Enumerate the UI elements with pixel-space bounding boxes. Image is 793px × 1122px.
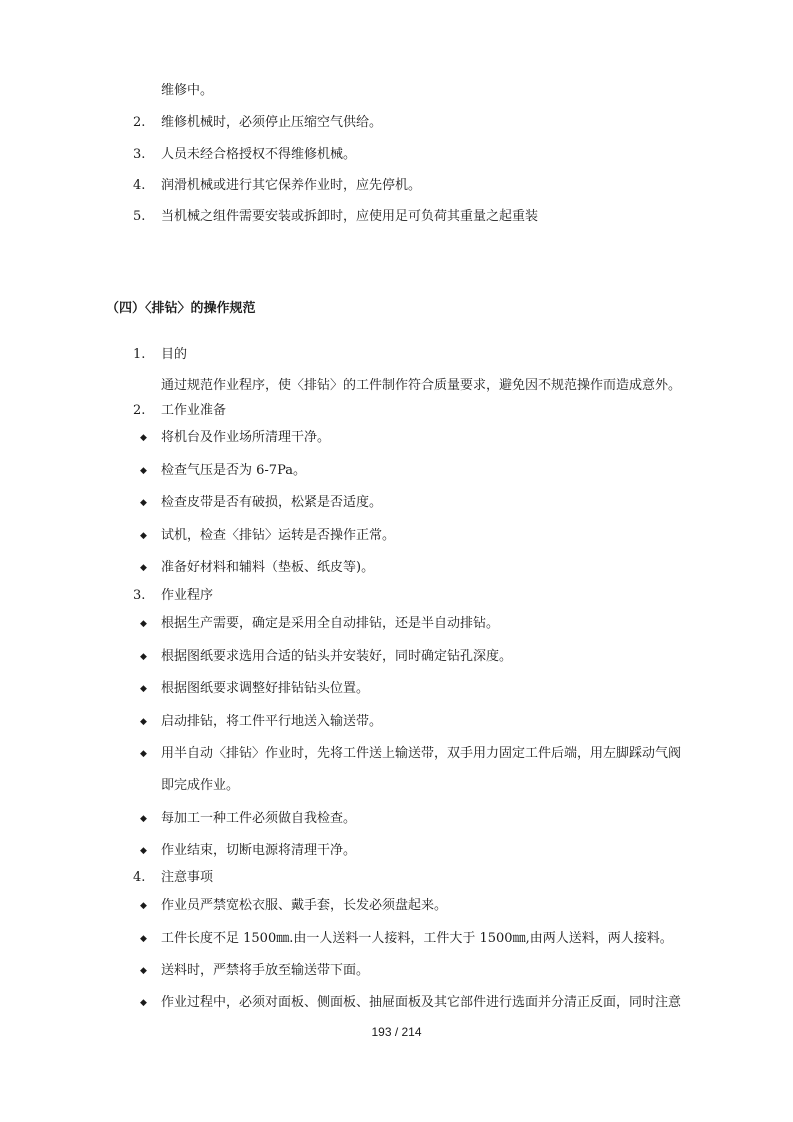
list-number: 1. <box>133 347 146 362</box>
subsection-title: 注意事项 <box>161 870 214 885</box>
diamond-bullet-icon: ◆ <box>140 498 147 508</box>
diamond-bullet-icon: ◆ <box>140 466 147 476</box>
bullet-item: 送料时，严禁将手放至输送带下面。 <box>161 963 370 978</box>
list-number: 4. <box>133 870 146 885</box>
diamond-bullet-icon: ◆ <box>140 814 147 824</box>
list-number: 5. <box>133 209 146 224</box>
bullet-item: 准备好材料和辅料（垫板、纸皮等)。 <box>161 560 375 575</box>
list-item: 人员未经合格授权不得维修机械。 <box>161 147 357 162</box>
bullet-item: 启动排钻，将工件平行地送入输送带。 <box>161 714 383 729</box>
list-number: 3. <box>133 588 146 603</box>
list-number: 4. <box>133 178 146 193</box>
diamond-bullet-icon: ◆ <box>140 966 147 976</box>
bullet-item-continued: 即完成作业。 <box>161 778 240 793</box>
diamond-bullet-icon: ◆ <box>140 934 147 944</box>
bullet-item: 作业过程中，必须对面板、侧面板、抽屉面板及其它部件进行选面并分清正反面，同时注意 <box>161 995 682 1010</box>
diamond-bullet-icon: ◆ <box>140 749 147 759</box>
diamond-bullet-icon: ◆ <box>140 901 147 911</box>
list-item: 维修机械时，必须停止压缩空气供给。 <box>161 115 383 130</box>
bullet-item: 检查气压是否为 6-7Pa。 <box>161 463 306 478</box>
bullet-item: 作业结束，切断电源将清理干净。 <box>161 843 357 858</box>
diamond-bullet-icon: ◆ <box>140 717 147 727</box>
diamond-bullet-icon: ◆ <box>140 846 147 856</box>
diamond-bullet-icon: ◆ <box>140 998 147 1008</box>
diamond-bullet-icon: ◆ <box>140 652 147 662</box>
subsection-title: 作业程序 <box>161 588 214 603</box>
section-heading: （四）〈排钻〉的操作规范 <box>106 301 256 316</box>
bullet-item: 将机台及作业场所清理干净。 <box>161 430 331 445</box>
list-item: 当机械之组件需要安装或拆卸时，应使用足可负荷其重量之起重装 <box>161 209 539 224</box>
paragraph: 通过规范作业程序，使〈排钻〉的工件制作符合质量要求，避免因不规范操作而造成意外。 <box>161 378 682 393</box>
continued-text: 维修中。 <box>161 83 214 98</box>
bullet-item: 作业员严禁宽松衣服、戴手套，长发必须盘起来。 <box>161 898 448 913</box>
diamond-bullet-icon: ◆ <box>140 684 147 694</box>
subsection-title: 目的 <box>161 347 188 362</box>
bullet-item: 每加工一种工件必须做自我检查。 <box>161 811 357 826</box>
diamond-bullet-icon: ◆ <box>140 563 147 573</box>
list-item: 润滑机械或进行其它保养作业时，应先停机。 <box>161 178 422 193</box>
bullet-item: 工件长度不足 1500㎜.由一人送料一人接料，工件大于 1500㎜,由两人送料，两人接料。 <box>161 931 673 946</box>
diamond-bullet-icon: ◆ <box>140 531 147 541</box>
bullet-item: 根据生产需要，确定是采用全自动排钻，还是半自动排钻。 <box>161 616 500 631</box>
subsection-title: 工作业准备 <box>161 403 227 418</box>
bullet-item: 根据图纸要求调整好排钻钻头位置。 <box>161 681 370 696</box>
bullet-item: 检查皮带是否有破损，松紧是否适度。 <box>161 495 383 510</box>
bullet-item: 用半自动〈排钻〉作业时，先将工件送上输送带，双手用力固定工件后端，用左脚踩动气阀 <box>161 746 682 761</box>
list-number: 2. <box>133 403 146 418</box>
bullet-item: 试机，检查〈排钻〉运转是否操作正常。 <box>161 528 396 543</box>
page-number: 193 / 214 <box>371 1025 422 1039</box>
list-number: 3. <box>133 147 146 162</box>
diamond-bullet-icon: ◆ <box>140 433 147 443</box>
list-number: 2. <box>133 115 146 130</box>
bullet-item: 根据图纸要求选用合适的钻头并安装好，同时确定钻孔深度。 <box>161 649 513 664</box>
diamond-bullet-icon: ◆ <box>140 619 147 629</box>
